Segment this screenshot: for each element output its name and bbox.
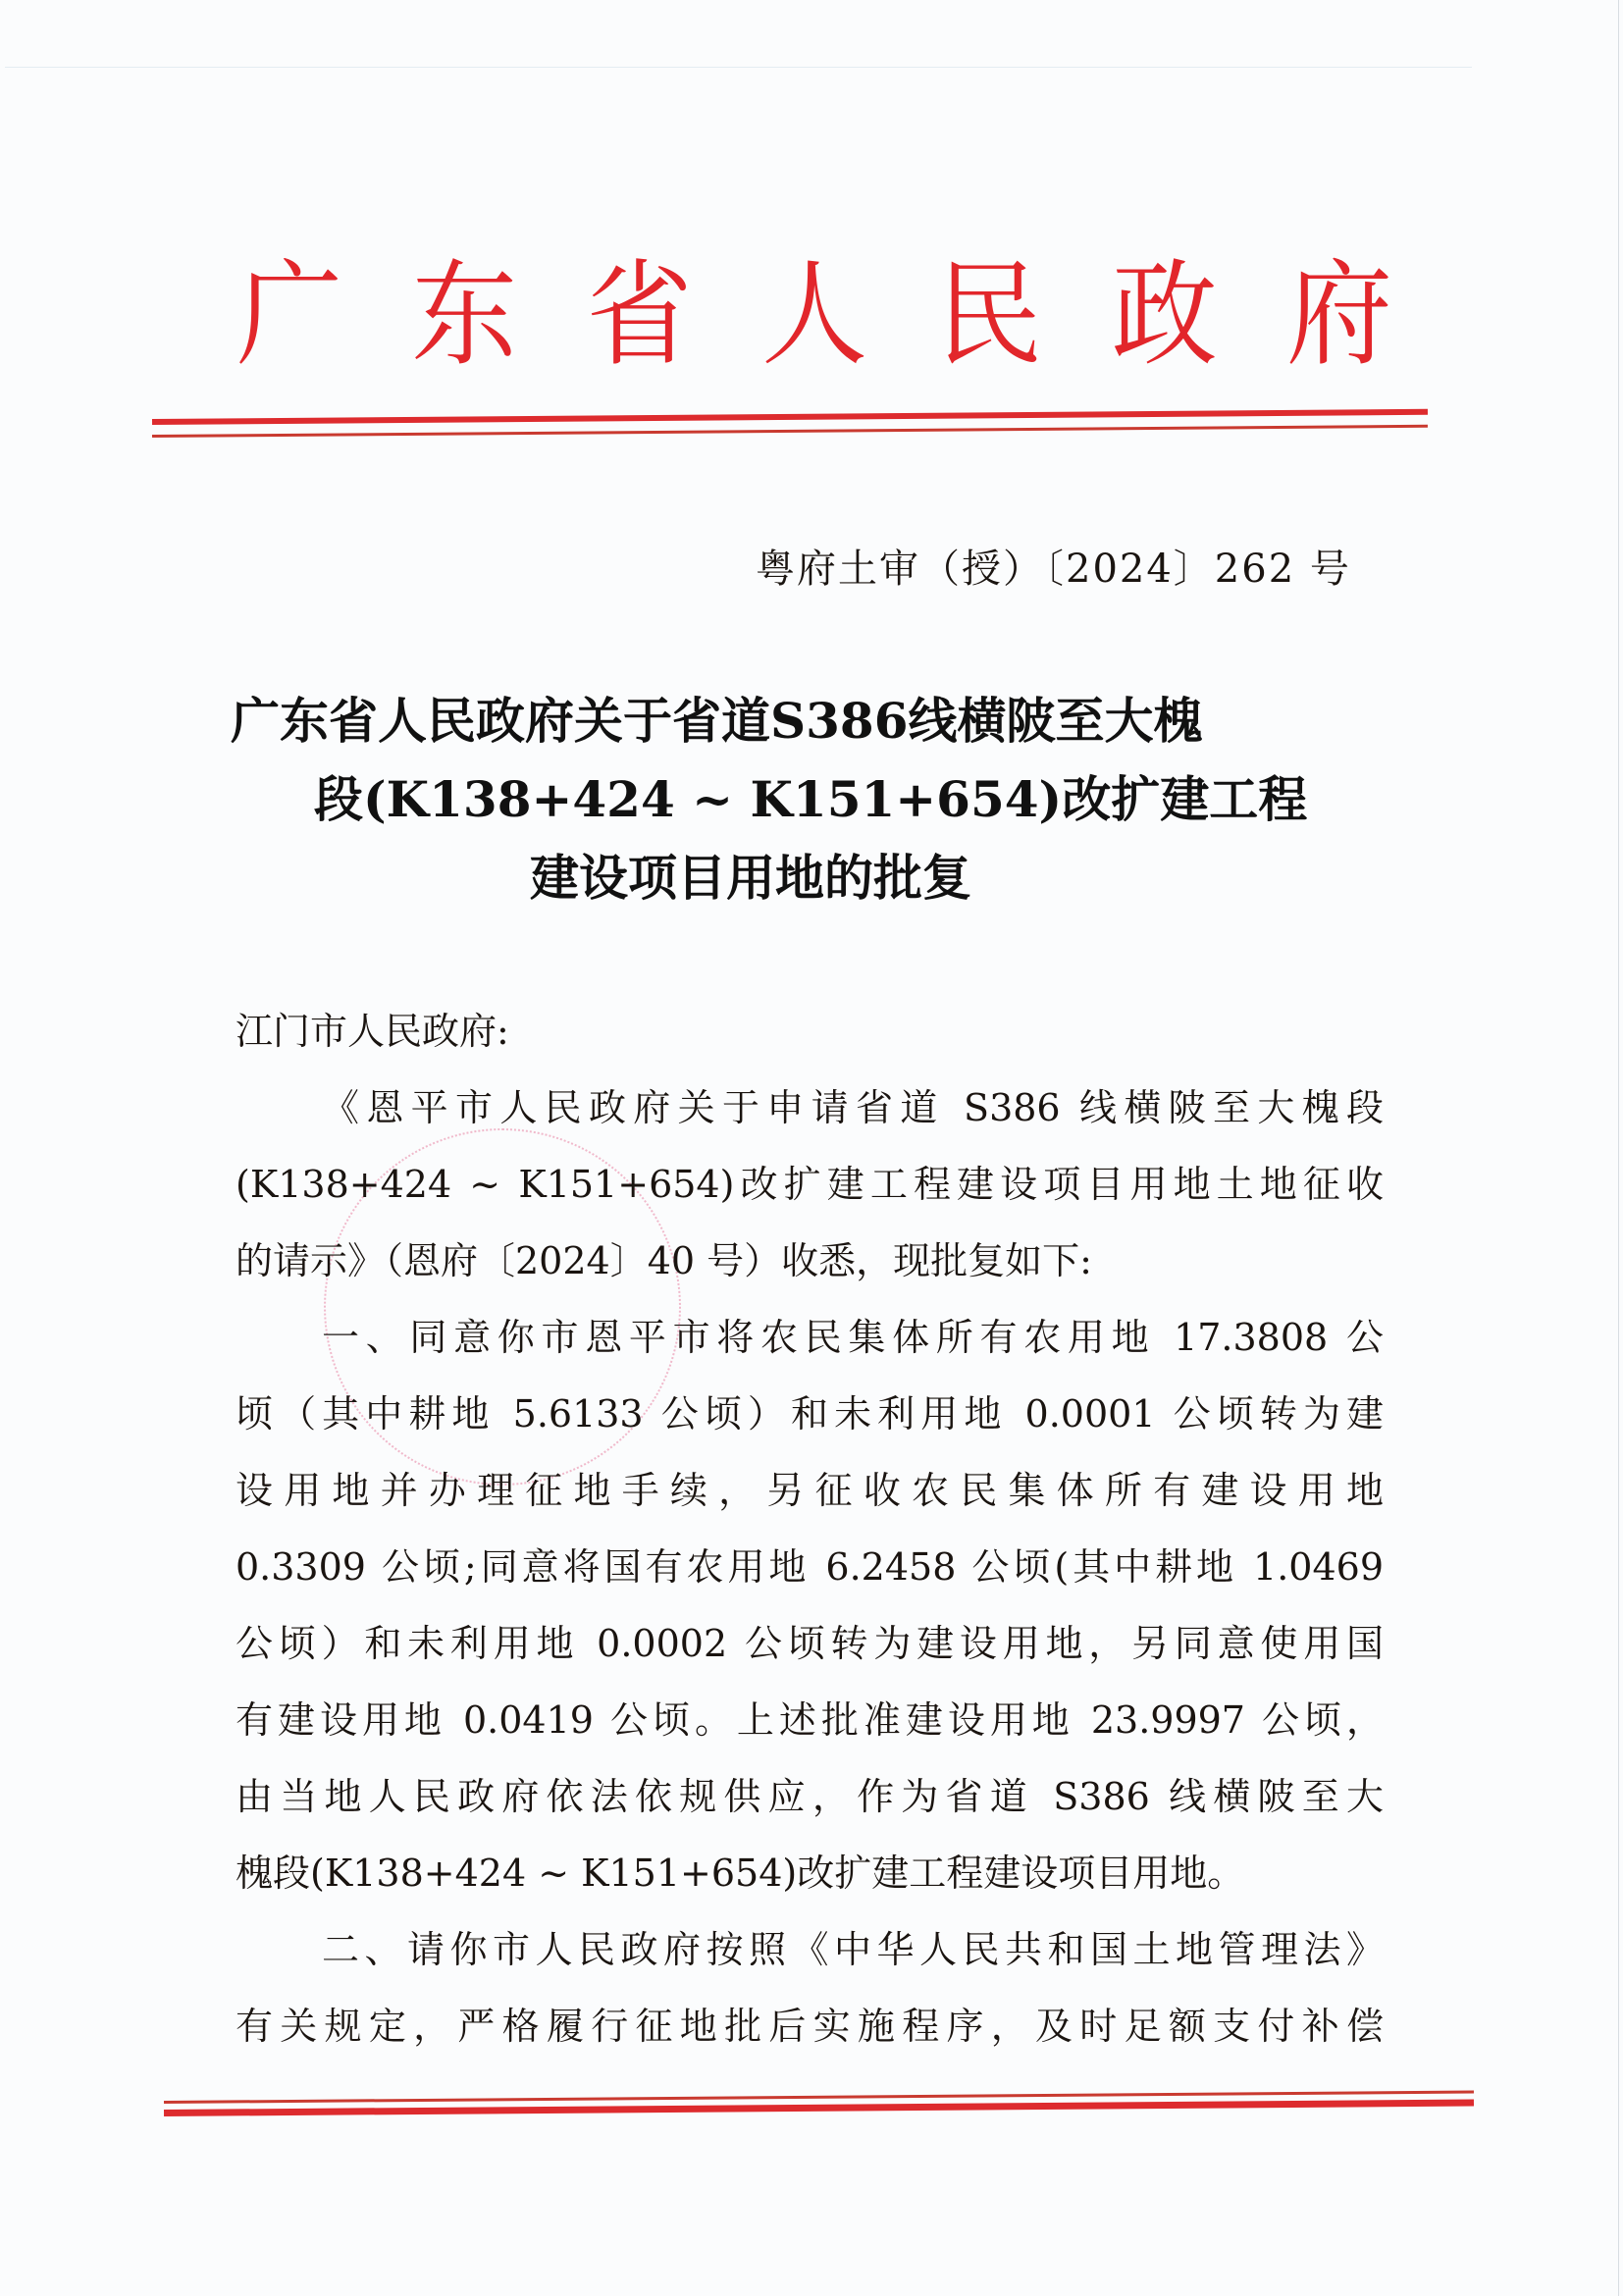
body-line: 0.3309 公顷;同意将国有农用地 6.2458 公顷(其中耕地 1.0469 — [236, 1545, 1384, 1589]
body-line: 一、同意你市恩平市将农民集体所有农用地 17.3808 公 — [322, 1316, 1384, 1359]
body-line: 槐段(K138+424 ~ K151+654)改扩建工程建设项目用地。 — [236, 1852, 1245, 1895]
body-line: 由当地人民政府依法依规供应，作为省道 S386 线横陂至大 — [236, 1775, 1384, 1818]
title-line: 广东省人民政府关于省道S386线横陂至大槐 — [231, 692, 1203, 750]
title-line: 段(K138+424 ~ K151+654)改扩建工程 — [314, 770, 1308, 828]
body-line: 有建设用地 0.0419 公顷。上述批准建设用地 23.9997 公顷， — [236, 1698, 1384, 1742]
body-line: 《恩平市人民政府关于申请省道 S386 线横陂至大槐段 — [322, 1086, 1384, 1129]
issuer-char: 人 — [760, 248, 867, 382]
addressee: 江门市人民政府: — [236, 1010, 509, 1053]
body-line: 顷（其中耕地 5.6133 公顷）和未利用地 0.0001 公顷转为建 — [236, 1392, 1384, 1435]
issuer-char: 广 — [236, 248, 342, 382]
document-body — [236, 993, 1384, 2064]
body-line: 二、请你市人民政府按照《中华人民共和国土地管理法》 — [322, 1928, 1384, 1971]
header-rule-thin — [152, 425, 1428, 438]
body-line: 设用地并办理征地手续，另征收农民集体所有建设用地 — [236, 1469, 1384, 1512]
scan-edge-line — [1618, 0, 1619, 2296]
header-rule-thick — [152, 409, 1428, 425]
issuer-char: 府 — [1285, 248, 1392, 382]
issuer-char: 东 — [411, 248, 518, 382]
title-line: 建设项目用地的批复 — [530, 849, 971, 907]
document-title — [196, 682, 1413, 917]
document-number: 粤府土审（授）〔2024〕262 号 — [756, 547, 1351, 592]
body-line: (K138+424 ~ K151+654)改扩建工程建设项目用地土地征收 — [236, 1163, 1384, 1206]
body-line: 的请示》（恩府〔2024〕40 号）收悉，现批复如下: — [236, 1239, 1092, 1282]
issuer-char: 政 — [1111, 248, 1218, 382]
issuer-char: 省 — [586, 248, 693, 382]
body-line: 公顷）和未利用地 0.0002 公顷转为建设用地，另同意使用国 — [236, 1622, 1384, 1665]
body-line: 有关规定，严格履行征地批后实施程序，及时足额支付补偿 — [236, 2005, 1384, 2048]
scan-artifact-line — [5, 67, 1472, 68]
issuer-header — [236, 248, 1393, 382]
issuer-char: 民 — [936, 248, 1043, 382]
